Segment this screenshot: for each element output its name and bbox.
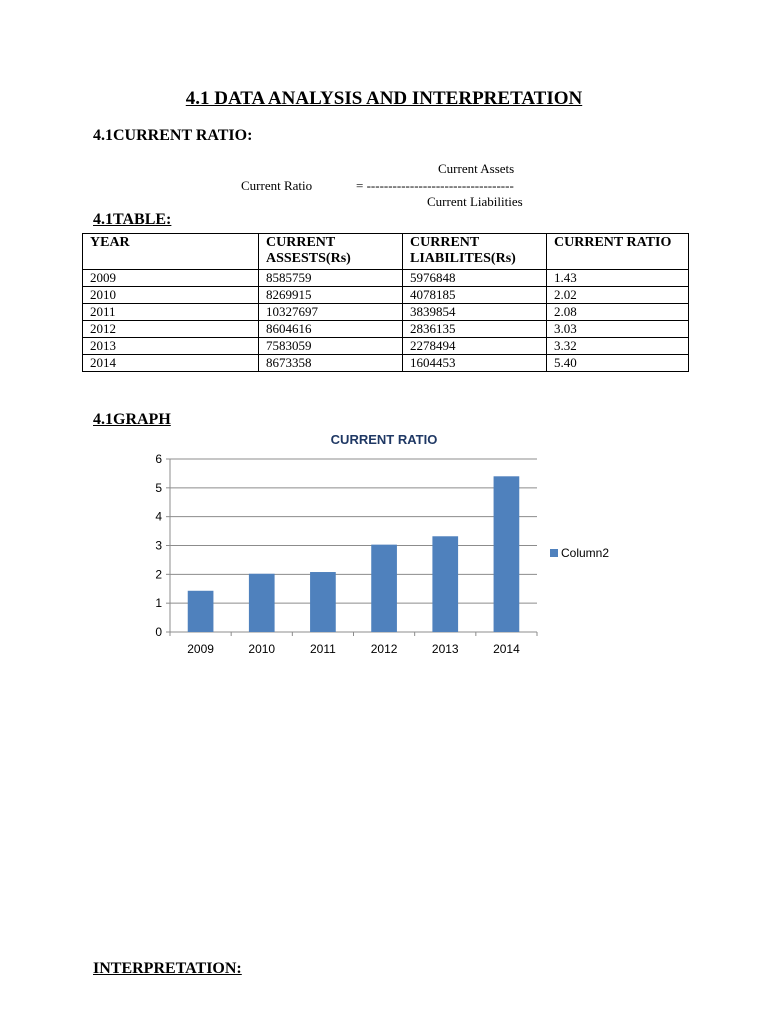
cell-year: 2009 <box>83 270 259 287</box>
cell-year: 2011 <box>83 304 259 321</box>
cell-current-assets: 7583059 <box>259 338 403 355</box>
cell-current-assets: 8673358 <box>259 355 403 372</box>
chart-gridlines <box>170 459 537 632</box>
y-tick-label: 4 <box>155 509 162 524</box>
legend-swatch <box>550 549 558 557</box>
current-ratio-table <box>82 233 689 372</box>
table-row <box>83 338 689 355</box>
y-tick-label: 0 <box>155 625 162 639</box>
table-row <box>83 287 689 304</box>
current-ratio-chart <box>140 428 660 668</box>
cell-current-ratio: 2.02 <box>547 287 689 304</box>
cell-current-assets: 8269915 <box>259 287 403 304</box>
y-axis-ticks <box>155 452 170 639</box>
y-tick-label: 1 <box>155 596 162 611</box>
cell-current-assets: 10327697 <box>259 304 403 321</box>
table-header-row <box>83 234 689 270</box>
x-tick-label: 2014 <box>493 642 520 656</box>
bar-2013 <box>432 536 458 632</box>
section-heading-current-ratio: 4.1CURRENT RATIO: <box>93 127 253 144</box>
formula-equals-line: = ---------------------------------- <box>356 178 514 193</box>
x-tick-label: 2011 <box>310 642 336 656</box>
cell-year: 2014 <box>83 355 259 372</box>
cell-current-ratio: 3.32 <box>547 338 689 355</box>
cell-year: 2010 <box>83 287 259 304</box>
cell-current-liabilities: 2836135 <box>403 321 547 338</box>
cell-year: 2013 <box>83 338 259 355</box>
cell-current-liabilities: 2278494 <box>403 338 547 355</box>
table-heading: 4.1TABLE: <box>93 211 172 228</box>
formula-lhs: Current Ratio <box>241 178 313 193</box>
graph-heading: 4.1GRAPH <box>93 411 171 428</box>
cell-current-assets: 8604616 <box>259 321 403 338</box>
chart-bars <box>188 476 520 632</box>
formula-numerator: Current Assets <box>438 161 515 176</box>
cell-current-ratio: 5.40 <box>547 355 689 372</box>
x-tick-label: 2009 <box>187 642 214 656</box>
y-tick-label: 3 <box>155 538 162 553</box>
table-row <box>83 321 689 338</box>
y-tick-label: 2 <box>155 567 162 582</box>
header-current-ratio: CURRENT RATIO <box>547 234 689 270</box>
chart-legend <box>550 546 609 560</box>
cell-current-liabilities: 5976848 <box>403 270 547 287</box>
bar-2010 <box>249 574 275 632</box>
x-tick-label: 2010 <box>248 642 276 656</box>
cell-current-liabilities: 1604453 <box>403 355 547 372</box>
cell-year: 2012 <box>83 321 259 338</box>
legend-label: Column2 <box>561 546 610 560</box>
x-tick-label: 2013 <box>431 642 459 656</box>
chart-title: CURRENT RATIO <box>330 432 438 447</box>
x-axis-ticks <box>170 632 537 656</box>
bar-2011 <box>310 572 336 632</box>
table-row <box>83 304 689 321</box>
bar-2012 <box>371 545 397 632</box>
cell-current-assets: 8585759 <box>259 270 403 287</box>
cell-current-ratio: 3.03 <box>547 321 689 338</box>
y-tick-label: 5 <box>155 480 162 495</box>
cell-current-ratio: 2.08 <box>547 304 689 321</box>
table-row <box>83 270 689 287</box>
page-title: 4.1 DATA ANALYSIS AND INTERPRETATION <box>185 88 583 109</box>
y-tick-label: 6 <box>155 452 162 466</box>
cell-current-liabilities: 3839854 <box>403 304 547 321</box>
bar-2009 <box>188 591 214 632</box>
bar-2014 <box>494 476 520 632</box>
x-tick-label: 2012 <box>370 642 398 656</box>
header-current-liabilities: CURRENT LIABILITES(Rs) <box>403 234 547 270</box>
header-current-assets: CURRENT ASSESTS(Rs) <box>259 234 403 270</box>
formula-denominator: Current Liabilities <box>427 194 523 209</box>
interpretation-heading: INTERPRETATION: <box>93 960 242 977</box>
cell-current-liabilities: 4078185 <box>403 287 547 304</box>
cell-current-ratio: 1.43 <box>547 270 689 287</box>
header-year: YEAR <box>83 234 259 270</box>
table-row <box>83 355 689 372</box>
